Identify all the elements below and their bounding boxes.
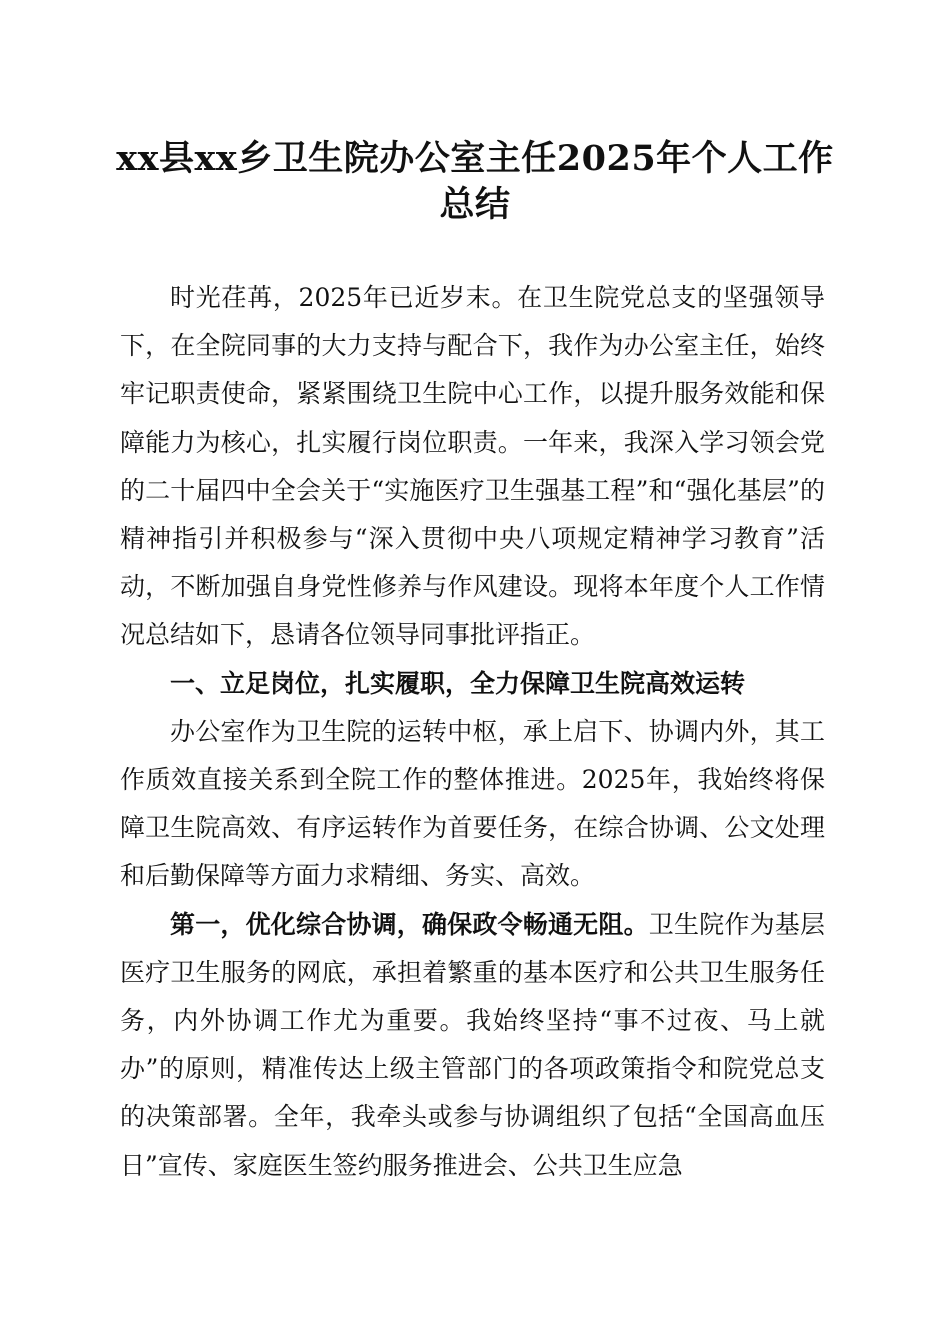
- point-1-body: 卫生院作为基层医疗卫生服务的网底，承担着繁重的基本医疗和公共卫生服务任务，内外协调工作尤为重要。我始终坚持“事不过夜、马上就办”的原则，精准传达上级主管部门的各项政策指令和院党总支的决策部署。全年，我牵头或参与协调组织了包括“全国高血压日”宣传、家庭医生签约服务推进会、公共卫生应急: [120, 909, 825, 1180]
- intro-paragraph: 时光荏苒，2025年已近岁末。在卫生院党总支的坚强领导下，在全院同事的大力支持与配合下，我作为办公室主任，始终牢记职责使命，紧紧围绕卫生院中心工作，以提升服务效能和保障能力为核心，扎实履行岗位职责。一年来，我深入学习领会党的二十届四中全会关于“实施医疗卫生强基工程”和“强化基层”的精神指引并积极参与“深入贯彻中央八项规定精神学习教育”活动，不断加强自身党性修养与作风建设。现将本年度个人工作情况总结如下，恳请各位领导同事批评指正。: [120, 283, 825, 650]
- section-1-paragraph: 办公室作为卫生院的运转中枢，承上启下、协调内外，其工作质效直接关系到全院工作的整体推进。2025年，我始终将保障卫生院高效、有序运转作为首要任务，在综合协调、公文处理和后勤保障等方面力求精细、务实、高效。: [120, 716, 825, 891]
- document-body: [120, 274, 825, 1190]
- document-title: xx县xx乡卫生院办公室主任2025年个人工作总结: [116, 138, 834, 225]
- point-1-paragraph: [120, 901, 825, 1190]
- point-1-lead: 第一，优化综合协调，确保政令畅通无阻。: [170, 909, 649, 939]
- section-heading-1: 一、立足岗位，扎实履职，全力保障卫生院高效运转: [170, 668, 746, 698]
